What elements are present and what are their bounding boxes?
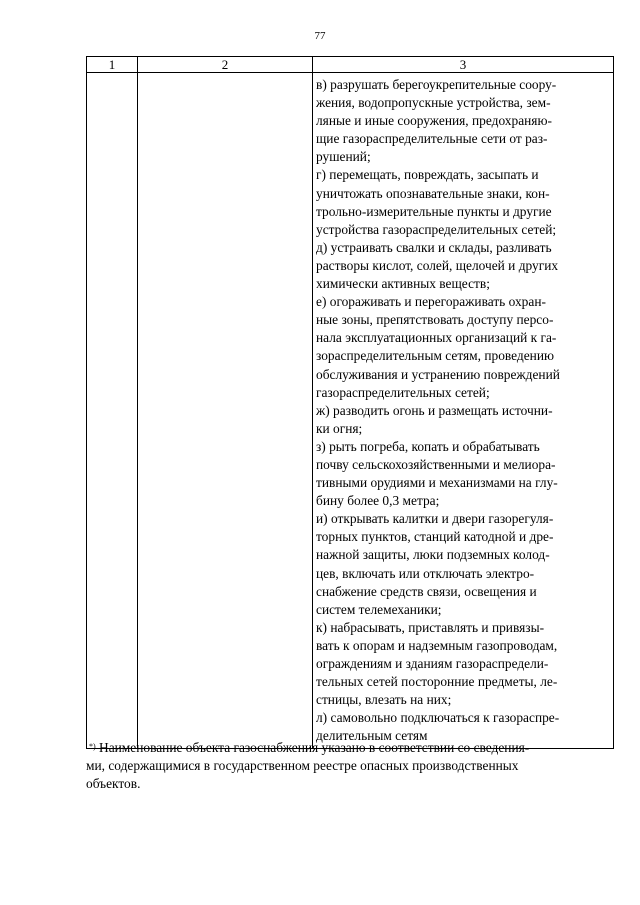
list-item-line: обслуживания и устранению повреждений	[316, 366, 560, 382]
list-item-line: тивными орудиями и механизмами на глу-	[316, 475, 558, 491]
list-item-line: торных пунктов, станций катодной и дре-	[316, 529, 554, 545]
table-cell-col1	[87, 73, 138, 749]
list-item-line: трольно-измерительные пункты и другие	[316, 203, 552, 219]
footnote-line-3: объектов.	[86, 776, 141, 791]
list-item-line: вать к опорам и надземным газопроводам,	[316, 637, 558, 653]
list-item-line: цев, включать или отключать электро-	[316, 565, 535, 581]
list-item-line: щие газораспределительные сети от раз-	[316, 131, 548, 147]
table-cell-col2	[138, 73, 313, 749]
list-item-line: почву сельскохозяйственными и мелиора-	[316, 456, 556, 472]
list-item-line: в) разрушать берегоукрепительные соору-	[316, 77, 557, 92]
list-item-line: ки огня;	[316, 420, 363, 436]
list-item-line: л) самовольно подключаться к газораспре-	[316, 710, 560, 726]
table-row	[87, 73, 614, 749]
table-cell-col3	[313, 73, 614, 749]
list-item-line: рушений;	[316, 149, 371, 165]
list-item-line: з) рыть погреба, копать и обрабатывать	[316, 438, 540, 454]
list-item-line: к) набрасывать, приставлять и привязы-	[316, 619, 545, 635]
column-header-1: 1	[87, 57, 138, 73]
list-item-line: газораспределительных сетей;	[316, 384, 490, 400]
list-item-line: растворы кислот, солей, щелочей и других	[316, 257, 559, 273]
col1-text	[87, 73, 137, 79]
footnote-line-1	[86, 739, 602, 757]
list-item-line: ж) разводить огонь и размещать источни-	[316, 402, 553, 418]
list-item-line: д) устраивать свалки и склады, разливать	[316, 239, 552, 255]
footnote	[86, 739, 602, 793]
list-item-line: устройства газораспределительных сетей;	[316, 221, 557, 237]
table-header-row	[87, 57, 614, 73]
list-item-line: зораспределительным сетям, проведению	[316, 348, 555, 364]
list-item-line: г) перемещать, повреждать, засыпать и	[316, 167, 539, 183]
list-item-line: снабжение средств связи, освещения и	[316, 583, 537, 599]
list-item-line: ные зоны, препятствовать доступу персо-	[316, 312, 554, 328]
page-number: 77	[314, 30, 326, 42]
prohibitions-list	[313, 73, 613, 748]
list-item-line: делительным сетям	[316, 728, 428, 744]
col2-text	[138, 73, 312, 79]
list-item-line: бину более 0,3 метра;	[316, 493, 440, 509]
list-item-line: уничтожать опознавательные знаки, кон-	[316, 185, 550, 201]
list-item-line: стницы, влезать на них;	[316, 692, 452, 708]
footnote-marker: *)	[89, 742, 96, 751]
list-item-line: нала эксплуатационных организаций к га-	[316, 330, 557, 346]
requirements-table	[86, 56, 614, 749]
list-item-line: и) открывать калитки и двери газорегуля-	[316, 511, 554, 527]
list-item-line: жения, водопропускные устройства, зем-	[316, 95, 551, 111]
list-item-line: ограждениям и зданиям газораспредели-	[316, 656, 549, 671]
footnote-line-2: ми, содержащимися в государственном реестре опасных производственных	[86, 758, 519, 773]
list-item-line: нажной защиты, люки подземных колод-	[316, 547, 550, 563]
list-item-line: систем телемеханики;	[316, 601, 442, 617]
list-item-line: тельных сетей посторонние предметы, ле-	[316, 674, 558, 690]
column-header-3: 3	[313, 57, 614, 73]
list-item-line: е) огораживать и перегораживать охран-	[316, 294, 546, 310]
column-header-2: 2	[138, 57, 313, 73]
list-item-line: ляные и иные сооружения, предохраняю-	[316, 113, 552, 129]
footnote-text: Наименование объекта газоснабжения указано в соответствии со сведения-	[99, 740, 530, 755]
list-item-line: химически активных веществ;	[316, 276, 490, 292]
